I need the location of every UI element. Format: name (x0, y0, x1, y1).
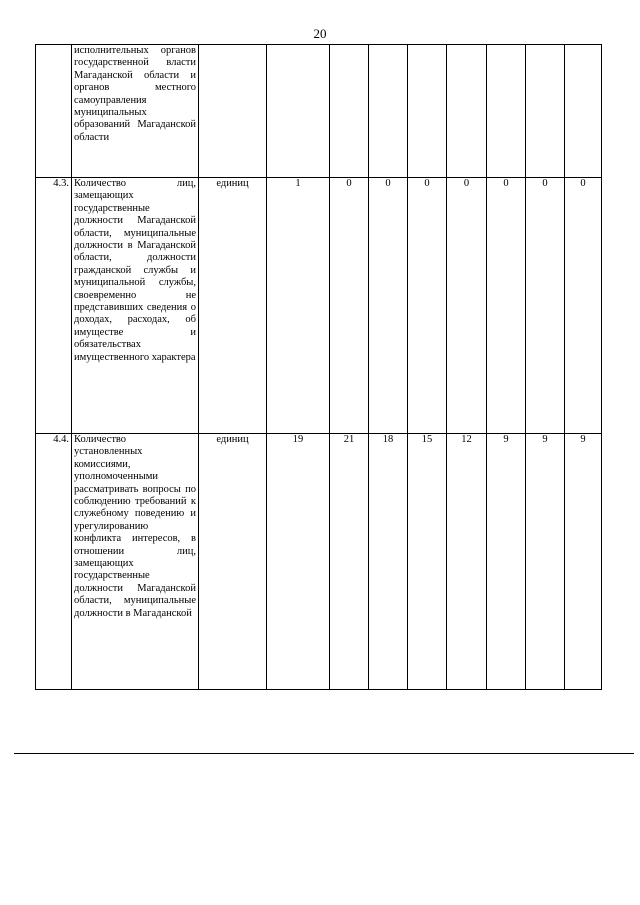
row-number: 4.4. (36, 434, 72, 690)
row-value: 18 (369, 434, 408, 690)
row-value (526, 45, 565, 178)
row-description: исполнительных органов государственной власти Магаданской области и органов местного самоуправления муниципальных образований Магаданской области (72, 45, 199, 178)
row-value: 1 (267, 178, 330, 434)
row-value: 21 (330, 434, 369, 690)
row-number (36, 45, 72, 178)
row-value: 9 (526, 434, 565, 690)
row-value (487, 45, 526, 178)
row-unit (199, 45, 267, 178)
row-value: 0 (487, 178, 526, 434)
row-value (408, 45, 447, 178)
row-value (447, 45, 487, 178)
row-number: 4.3. (36, 178, 72, 434)
row-value: 15 (408, 434, 447, 690)
row-value: 0 (447, 178, 487, 434)
row-value (565, 45, 602, 178)
row-unit: единиц (199, 178, 267, 434)
row-value (330, 45, 369, 178)
indicator-table (35, 44, 602, 690)
table-row (36, 434, 602, 690)
table-row (36, 45, 602, 178)
row-value: 0 (330, 178, 369, 434)
row-value: 0 (565, 178, 602, 434)
page-bottom-rule (14, 753, 634, 754)
page-number: 20 (313, 26, 327, 41)
row-value: 0 (408, 178, 447, 434)
row-description: Количество лиц, замещающих государственные должности Магаданской области, муниципальные должности в Магаданской области, должности гражданской службы и муниципальной службы, своевременно не представивших сведения о доходах, расходах, об имуществе и обязательствах имущественного характера (72, 178, 199, 434)
row-value (369, 45, 408, 178)
row-value: 12 (447, 434, 487, 690)
row-value: 9 (487, 434, 526, 690)
row-description: Количество установленных комиссиями, уполномоченными рассматривать вопросы по соблюдению требований к служебному поведению и урегулированию конфликта интересов, в отношении лиц, замещающих государственные должности Магаданской области, муниципальные должности в Магаданской (72, 434, 199, 690)
row-value: 9 (565, 434, 602, 690)
table-row (36, 178, 602, 434)
row-value (267, 45, 330, 178)
row-value: 0 (369, 178, 408, 434)
row-value: 0 (526, 178, 565, 434)
row-unit: единиц (199, 434, 267, 690)
row-value: 19 (267, 434, 330, 690)
